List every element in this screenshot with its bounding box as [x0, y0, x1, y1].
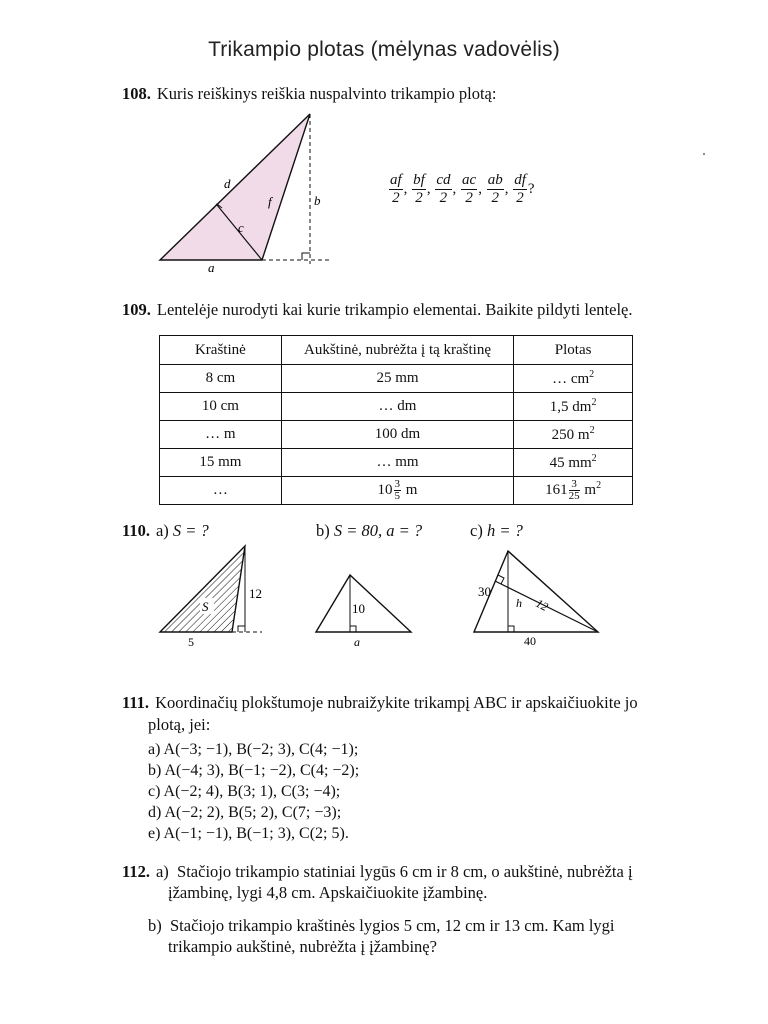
- figure-110-a: [150, 540, 270, 650]
- problem-number: 111.: [122, 693, 150, 712]
- problem-112-b-line2: trikampio aukštinė, nubrėžta į įžambinę?: [168, 937, 437, 956]
- problem-text: Lentelėje nurodyti kai kurie trikampio elementai. Baikite pildyti lentelę.: [156, 300, 633, 319]
- problem-112-b: b) Stačiojo trikampio kraštinės lygios 5 cm, 12 cm ir 13 cm. Kam lygi: [148, 916, 615, 935]
- label-S: S: [202, 599, 209, 614]
- label-a: a: [208, 260, 215, 275]
- option-4: $\frac{ac}{2}$: [462, 172, 477, 206]
- table-row: … m 100 dm 250 $m^2$: [160, 421, 633, 449]
- label-10: 10: [352, 601, 365, 616]
- figure-110-c: [466, 545, 606, 650]
- table-row: 15 mm … mm 45 $mm^2$: [160, 449, 633, 477]
- list-item: b) A(−4; 3), B(−1; −2), C(4; −2);: [148, 762, 360, 779]
- figure-108-triangle: [150, 108, 350, 276]
- problem-112: 112. a) Stačiojo trikampio statiniai lygūs 6 cm ir 8 cm, o aukštinė, nubrėžta į: [122, 862, 633, 881]
- label-b: b: [314, 193, 321, 208]
- header-height: Aukštinė, nubrėžta į tą kraštinę: [281, 336, 513, 365]
- label-h: h: [516, 596, 522, 610]
- label-5: 5: [188, 635, 194, 649]
- label-30: 30: [478, 584, 491, 599]
- problem-111-line2: plotą, jei:: [148, 715, 211, 734]
- triangle-elements-table: [159, 335, 633, 505]
- figure-110-b: [306, 565, 426, 650]
- page-title: Trikampio plotas (mėlynas vadovėlis): [208, 38, 560, 61]
- problem-text: Kuris reiškinys reiškia nuspalvinto trikampio plotą:: [156, 84, 497, 103]
- list-item: e) A(−1; −1), B(−1; 3), C(2; 5).: [148, 825, 349, 842]
- option-2: $\frac{bf}{2}$: [413, 172, 425, 206]
- problem-110-c: c) h = ?: [470, 521, 523, 540]
- answer-options: $\frac{af}{2}$ , $\frac{bf}{2}$ , $\frac{cd}{2}$ , $\frac{ac}{2}$ , $\frac{ab}{2}$ , $\frac{df}{2}$ ?: [390, 172, 535, 206]
- label-a: a: [354, 635, 360, 649]
- list-item: d) A(−2; 2), B(5; 2), C(7; −3);: [148, 804, 342, 821]
- label-12: 12: [533, 596, 551, 614]
- label-12: 12: [249, 586, 262, 601]
- problem-number: 108.: [122, 84, 151, 103]
- table-header-row: [160, 336, 633, 365]
- shaded-triangle: [160, 114, 310, 260]
- problem-109: [122, 300, 632, 320]
- label-f: f: [268, 194, 272, 209]
- problem-112-a-line2: įžambinę, lygi 4,8 cm. Apskaičiuokite įžambinę.: [168, 883, 488, 902]
- label-c: c: [238, 220, 244, 235]
- option-3: $\frac{cd}{2}$: [436, 172, 451, 206]
- option-6: $\frac{df}{2}$: [514, 172, 526, 206]
- label-40: 40: [524, 634, 536, 648]
- question-mark: ?: [527, 180, 535, 197]
- table-row: 8 cm 25 mm … $cm^2$: [160, 365, 633, 393]
- problem-number: 110.: [122, 521, 150, 540]
- problem-108: [122, 84, 496, 104]
- problem-111: 111. Koordinačių plokštumoje nubraižykite trikampį ABC ir apskaičiuokite jo: [122, 693, 638, 712]
- option-1: $\frac{af}{2}$: [390, 172, 402, 206]
- label-d: d: [224, 176, 231, 191]
- problem-number: 112.: [122, 862, 150, 881]
- problem-110-b: b) S = 80, a = ?: [316, 521, 423, 540]
- table-row: … 10 $\frac{3}{5}$ m 161 $\frac{3}{25}$ $m^2$: [160, 477, 633, 505]
- problem-number: 109.: [122, 300, 151, 319]
- problem-111-list: [148, 739, 359, 844]
- list-item: a) A(−3; −1), B(−2; 3), C(4; −1);: [148, 741, 359, 758]
- table-row: 10 cm … dm 1,5 $dm^2$: [160, 393, 633, 421]
- header-side: Kraštinė: [160, 336, 282, 365]
- stray-dot: [703, 153, 705, 155]
- list-item: c) A(−2; 4), B(3; 1), C(3; −4);: [148, 783, 341, 800]
- option-5: $\frac{ab}{2}$: [487, 172, 503, 206]
- header-area: Plotas: [514, 336, 633, 365]
- problem-110: 110. a) S = ?: [122, 521, 209, 540]
